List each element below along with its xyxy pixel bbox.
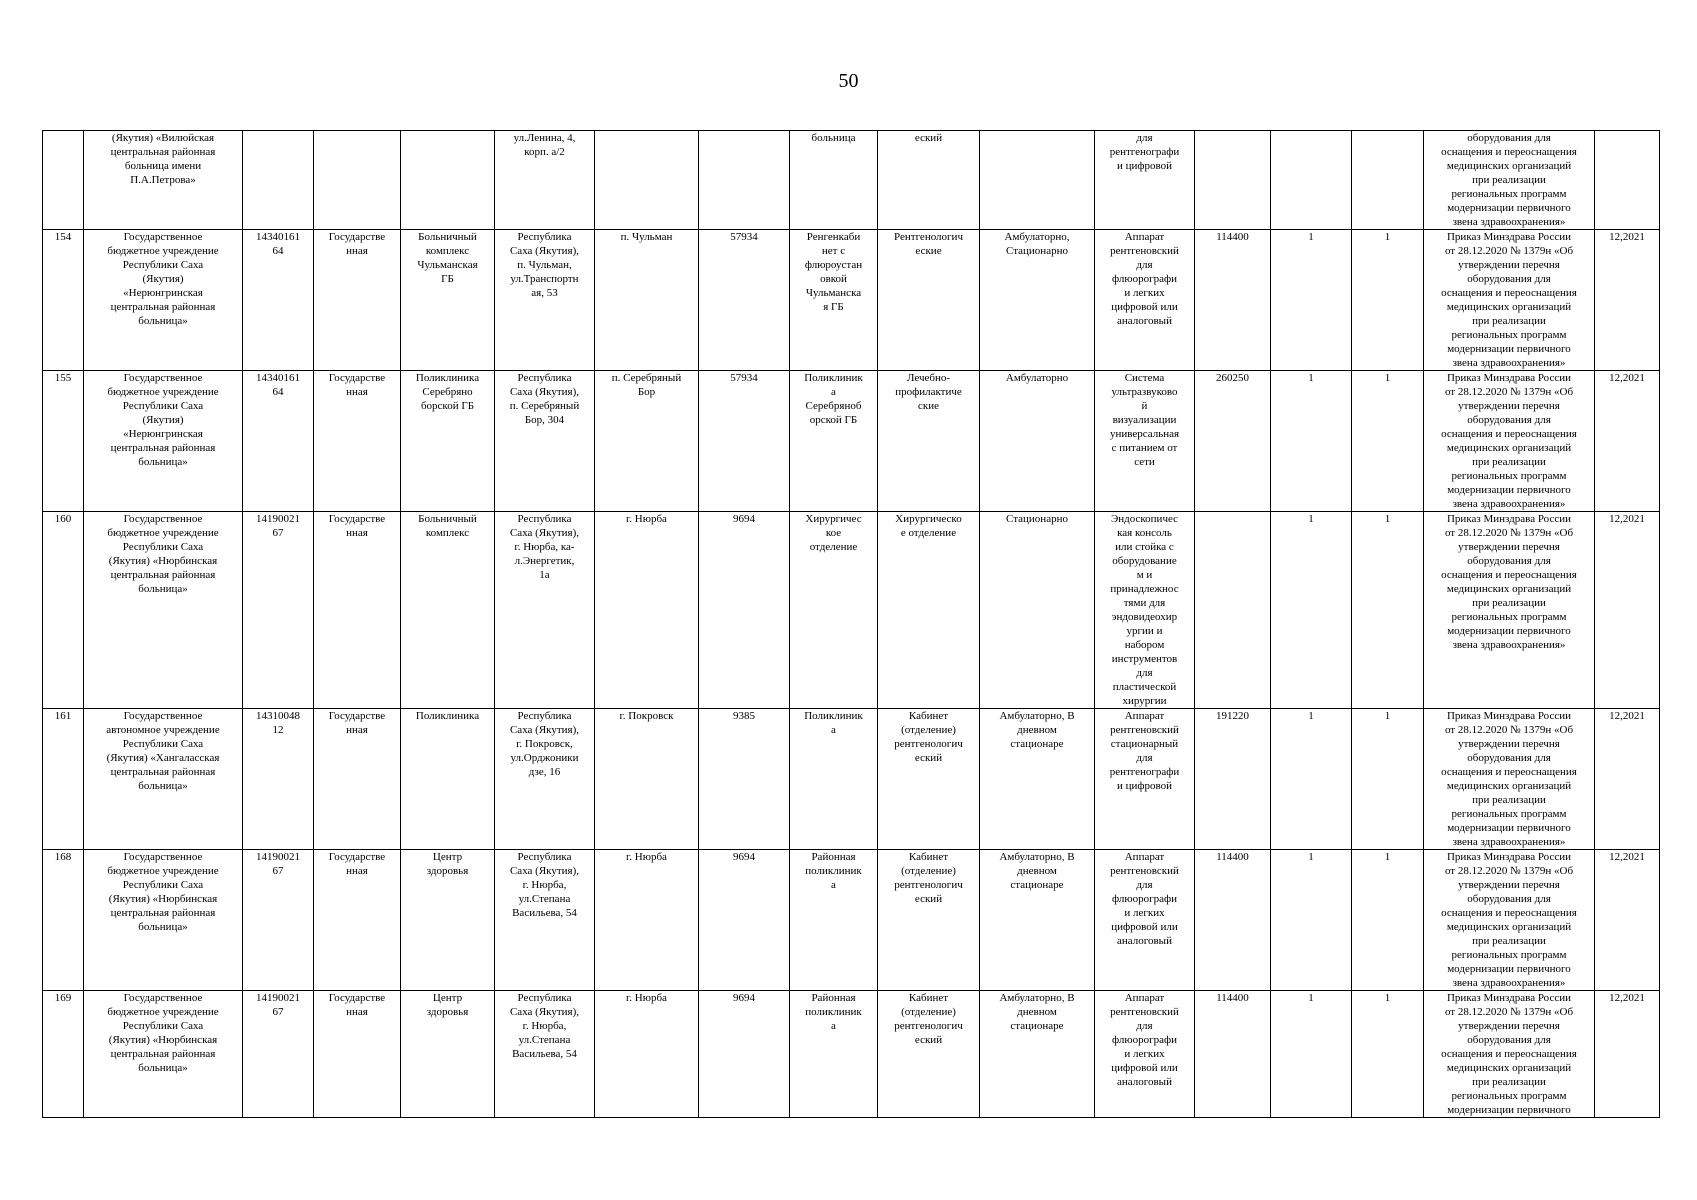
cell-equipment-text: Аппарат рентгеновский стационарный для рентгенографи и цифровой bbox=[1109, 710, 1180, 792]
cell-date bbox=[1595, 371, 1660, 512]
cell-price-text: 260250 bbox=[1216, 372, 1249, 384]
cell-num-text: 169 bbox=[54, 992, 72, 1004]
cell-equipment bbox=[1095, 230, 1195, 371]
cell-department bbox=[878, 512, 980, 709]
cell-equipment bbox=[1095, 850, 1195, 991]
cell-unit bbox=[790, 709, 878, 850]
cell-care bbox=[980, 709, 1095, 850]
cell-basis-text: Приказ Минздрава России от 28.12.2020 № 1379н «Об утверждении перечня оборудования для оснащения и переоснащения медицинских организаций при реализации региональных программ модернизации первичного bbox=[1441, 992, 1577, 1116]
cell-population bbox=[699, 850, 790, 991]
cell-price bbox=[1195, 512, 1271, 709]
cell-num bbox=[43, 131, 84, 230]
cell-ownership bbox=[314, 991, 401, 1118]
cell-population bbox=[699, 512, 790, 709]
cell-qty2 bbox=[1352, 131, 1424, 230]
cell-locality bbox=[595, 850, 699, 991]
cell-qty2 bbox=[1352, 991, 1424, 1118]
cell-num-text: 168 bbox=[54, 851, 72, 863]
cell-basis-text: Приказ Минздрава России от 28.12.2020 № 1379н «Об утверждении перечня оборудования для оснащения и переоснащения медицинских организаций при реализации региональных программ модернизации первичного звена здравоохранения» bbox=[1441, 710, 1577, 848]
cell-num bbox=[43, 371, 84, 512]
cell-inn bbox=[243, 131, 314, 230]
cell-inn-text: 14310048 12 bbox=[256, 710, 300, 736]
cell-unit-text: Поликлиник а bbox=[804, 710, 863, 736]
cell-address bbox=[495, 230, 595, 371]
cell-qty1 bbox=[1271, 131, 1352, 230]
cell-basis bbox=[1424, 131, 1595, 230]
cell-care-text: Амбулаторно, Стационарно bbox=[1004, 231, 1070, 257]
cell-inn bbox=[243, 371, 314, 512]
cell-price bbox=[1195, 991, 1271, 1118]
cell-org-text: Государственное бюджетное учреждение Республики Саха (Якутия) «Нерюнгринская центральная районная больница» bbox=[107, 372, 219, 468]
cell-date-text: 12,2021 bbox=[1609, 710, 1645, 722]
cell-unit-text: Ренгенкаби нет с флюроустан овкой Чульманска я ГБ bbox=[804, 231, 863, 313]
cell-locality-text: п. Серебряный Бор bbox=[611, 372, 682, 398]
cell-qty1-text: 1 bbox=[1308, 710, 1314, 722]
cell-org bbox=[84, 371, 243, 512]
cell-ownership-text: Государстве нная bbox=[328, 992, 386, 1018]
cell-num bbox=[43, 850, 84, 991]
cell-equipment-text: Система ультразвуково й визуализации универсальная с питанием от сети bbox=[1109, 372, 1180, 468]
cell-department-text: Кабинет (отделение) рентгенологич еский bbox=[894, 710, 963, 764]
cell-department bbox=[878, 709, 980, 850]
cell-address bbox=[495, 371, 595, 512]
cell-unit bbox=[790, 371, 878, 512]
cell-department bbox=[878, 850, 980, 991]
cell-department bbox=[878, 230, 980, 371]
cell-address-text: Республика Саха (Якутия), п. Чульман, ул.Транспортн ая, 53 bbox=[509, 231, 580, 299]
cell-care bbox=[980, 991, 1095, 1118]
cell-population bbox=[699, 709, 790, 850]
cell-ownership bbox=[314, 131, 401, 230]
cell-qty2 bbox=[1352, 512, 1424, 709]
cell-department bbox=[878, 131, 980, 230]
cell-facility-text: Поликлиника Серебряно борской ГБ bbox=[415, 372, 480, 412]
cell-locality-text: г. Нюрба bbox=[626, 851, 667, 863]
cell-equipment-text: Аппарат рентгеновский для флюорографи и легких цифровой или аналоговый bbox=[1110, 851, 1179, 947]
cell-locality bbox=[595, 371, 699, 512]
cell-num-text: 160 bbox=[54, 513, 72, 525]
cell-ownership-text: Государстве нная bbox=[328, 851, 386, 877]
cell-num bbox=[43, 512, 84, 709]
cell-population-text: 9694 bbox=[733, 851, 755, 863]
cell-ownership bbox=[314, 512, 401, 709]
cell-org bbox=[84, 230, 243, 371]
cell-equipment-text: Аппарат рентгеновский для флюорографи и легких цифровой или аналоговый bbox=[1110, 992, 1179, 1088]
cell-locality-text: г. Нюрба bbox=[626, 513, 667, 525]
cell-address bbox=[495, 709, 595, 850]
cell-facility-text: Больничный комплекс Чульманская ГБ bbox=[417, 231, 478, 285]
cell-num bbox=[43, 230, 84, 371]
cell-qty1 bbox=[1271, 991, 1352, 1118]
cell-ownership-text: Государстве нная bbox=[328, 513, 386, 539]
cell-equipment bbox=[1095, 991, 1195, 1118]
cell-facility bbox=[401, 850, 495, 991]
cell-qty2-text: 1 bbox=[1384, 851, 1391, 863]
cell-equipment-text: для рентгенографи и цифровой bbox=[1109, 132, 1180, 172]
table-row bbox=[43, 850, 1660, 991]
cell-inn-text: 14190021 67 bbox=[256, 992, 300, 1018]
cell-department-text: Хирургическо е отделение bbox=[895, 513, 962, 539]
cell-ownership-text: Государстве нная bbox=[328, 710, 386, 736]
cell-price bbox=[1195, 850, 1271, 991]
cell-date-text: 12,2021 bbox=[1609, 513, 1645, 525]
cell-price-text: 114400 bbox=[1216, 231, 1249, 243]
cell-qty1-text: 1 bbox=[1308, 513, 1314, 525]
cell-basis bbox=[1424, 371, 1595, 512]
cell-care bbox=[980, 230, 1095, 371]
equipment-table bbox=[42, 130, 1660, 1118]
cell-date bbox=[1595, 709, 1660, 850]
cell-basis bbox=[1424, 230, 1595, 371]
cell-qty1 bbox=[1271, 850, 1352, 991]
cell-locality bbox=[595, 512, 699, 709]
cell-care bbox=[980, 850, 1095, 991]
cell-facility bbox=[401, 230, 495, 371]
cell-org bbox=[84, 512, 243, 709]
cell-unit bbox=[790, 991, 878, 1118]
cell-facility-text: Больничный комплекс bbox=[418, 513, 477, 539]
cell-qty2 bbox=[1352, 709, 1424, 850]
cell-unit-text: Хирургичес кое отделение bbox=[805, 513, 862, 553]
cell-population-text: 57934 bbox=[730, 231, 758, 243]
cell-org-text: Государственное бюджетное учреждение Республики Саха (Якутия) «Нюрбинская центральная районная больница» bbox=[107, 513, 219, 595]
cell-care-text: Амбулаторно, В дневном стационаре bbox=[999, 992, 1075, 1032]
cell-price bbox=[1195, 709, 1271, 850]
cell-qty1 bbox=[1271, 371, 1352, 512]
cell-date bbox=[1595, 512, 1660, 709]
cell-locality bbox=[595, 709, 699, 850]
cell-qty2-text: 1 bbox=[1384, 231, 1391, 243]
cell-qty1 bbox=[1271, 230, 1352, 371]
cell-facility-text: Центр здоровья bbox=[426, 992, 469, 1018]
cell-unit bbox=[790, 230, 878, 371]
cell-address-text: Республика Саха (Якутия), г. Нюрба, ка- л.Энергетик, 1а bbox=[509, 513, 580, 581]
cell-basis-text: Приказ Минздрава России от 28.12.2020 № 1379н «Об утверждении перечня оборудования для оснащения и переоснащения медицинских организаций при реализации региональных программ модернизации первичного звена здравоохранения» bbox=[1441, 513, 1577, 651]
cell-inn-text: 14340161 64 bbox=[256, 372, 300, 398]
cell-qty2-text: 1 bbox=[1384, 710, 1391, 722]
cell-locality-text: г. Нюрба bbox=[626, 992, 667, 1004]
cell-date-text: 12,2021 bbox=[1609, 992, 1645, 1004]
cell-org bbox=[84, 850, 243, 991]
cell-locality bbox=[595, 230, 699, 371]
cell-qty1 bbox=[1271, 709, 1352, 850]
table-row bbox=[43, 230, 1660, 371]
cell-equipment-text: Эндоскопичес кая консоль или стойка с оборудование м и принадлежнос тями для эндовидеохир ургии и набором инструментов для пластической хирургии bbox=[1110, 513, 1179, 707]
cell-department-text: Кабинет (отделение) рентгенологич еский bbox=[894, 851, 963, 905]
cell-num-text: 155 bbox=[54, 372, 72, 384]
cell-unit bbox=[790, 131, 878, 230]
cell-date bbox=[1595, 850, 1660, 991]
cell-care bbox=[980, 512, 1095, 709]
cell-care-text: Амбулаторно, В дневном стационаре bbox=[999, 851, 1075, 891]
cell-equipment-text: Аппарат рентгеновский для флюорографи и легких цифровой или аналоговый bbox=[1110, 231, 1179, 327]
cell-equipment bbox=[1095, 131, 1195, 230]
cell-population bbox=[699, 991, 790, 1118]
cell-ownership-text: Государстве нная bbox=[328, 372, 386, 398]
cell-locality-text: г. Покровск bbox=[619, 710, 674, 722]
cell-locality bbox=[595, 991, 699, 1118]
cell-ownership bbox=[314, 850, 401, 991]
cell-num bbox=[43, 709, 84, 850]
cell-qty2 bbox=[1352, 230, 1424, 371]
cell-org bbox=[84, 991, 243, 1118]
cell-locality-text: п. Чульман bbox=[620, 231, 673, 243]
cell-qty1 bbox=[1271, 512, 1352, 709]
cell-address bbox=[495, 991, 595, 1118]
table-row bbox=[43, 371, 1660, 512]
cell-unit-text: больница bbox=[811, 132, 856, 144]
cell-basis bbox=[1424, 709, 1595, 850]
cell-price-text: 114400 bbox=[1216, 992, 1249, 1004]
cell-care bbox=[980, 131, 1095, 230]
cell-price bbox=[1195, 371, 1271, 512]
cell-ownership bbox=[314, 709, 401, 850]
table-row bbox=[43, 512, 1660, 709]
cell-qty1-text: 1 bbox=[1308, 992, 1314, 1004]
cell-date bbox=[1595, 991, 1660, 1118]
cell-ownership bbox=[314, 371, 401, 512]
cell-department-text: Лечебно- профилактиче ские bbox=[895, 372, 962, 412]
cell-inn bbox=[243, 850, 314, 991]
cell-date-text: 12,2021 bbox=[1609, 372, 1645, 384]
cell-facility bbox=[401, 709, 495, 850]
cell-org-text: Государственное автономное учреждение Республики Саха (Якутия) «Хангаласская центральная районная больница» bbox=[106, 710, 220, 792]
cell-date-text: 12,2021 bbox=[1609, 851, 1645, 863]
cell-address bbox=[495, 512, 595, 709]
cell-department-text: Рентгенологич еские bbox=[894, 231, 963, 257]
cell-facility-text: Центр здоровья bbox=[426, 851, 469, 877]
cell-qty1-text: 1 bbox=[1308, 231, 1314, 243]
cell-address-text: Республика Саха (Якутия), п. Серебряный Бор, 304 bbox=[509, 372, 580, 426]
cell-facility bbox=[401, 512, 495, 709]
cell-org-text: Государственное бюджетное учреждение Республики Саха (Якутия) «Нюрбинская центральная районная больница» bbox=[107, 851, 219, 933]
cell-basis bbox=[1424, 850, 1595, 991]
cell-date-text: 12,2021 bbox=[1609, 231, 1645, 243]
cell-equipment bbox=[1095, 512, 1195, 709]
cell-facility bbox=[401, 991, 495, 1118]
cell-population-text: 9385 bbox=[733, 710, 755, 722]
table-row bbox=[43, 131, 1660, 230]
cell-ownership bbox=[314, 230, 401, 371]
cell-care-text: Стационарно bbox=[1006, 513, 1068, 525]
cell-basis bbox=[1424, 991, 1595, 1118]
cell-facility-text: Поликлиника bbox=[415, 710, 480, 722]
cell-qty2 bbox=[1352, 371, 1424, 512]
cell-qty2 bbox=[1352, 850, 1424, 991]
cell-unit-text: Районная поликлиник а bbox=[805, 851, 862, 891]
cell-care bbox=[980, 371, 1095, 512]
page-number: 50 bbox=[838, 70, 859, 92]
cell-department bbox=[878, 991, 980, 1118]
table-row bbox=[43, 709, 1660, 850]
cell-basis-text: Приказ Минздрава России от 28.12.2020 № 1379н «Об утверждении перечня оборудования для оснащения и переоснащения медицинских организаций при реализации региональных программ модернизации первичного звена здравоохранения» bbox=[1441, 851, 1577, 989]
cell-address bbox=[495, 850, 595, 991]
table-row bbox=[43, 991, 1660, 1118]
cell-qty2-text: 1 bbox=[1384, 992, 1391, 1004]
cell-qty1-text: 1 bbox=[1308, 851, 1314, 863]
cell-qty2-text: 1 bbox=[1384, 513, 1391, 525]
cell-org bbox=[84, 131, 243, 230]
cell-population-text: 9694 bbox=[733, 513, 755, 525]
cell-inn-text: 14190021 67 bbox=[256, 513, 300, 539]
cell-population bbox=[699, 371, 790, 512]
cell-inn bbox=[243, 709, 314, 850]
cell-department-text: еский bbox=[914, 132, 943, 144]
cell-qty1-text: 1 bbox=[1308, 372, 1314, 384]
cell-basis-text: Приказ Минздрава России от 28.12.2020 № 1379н «Об утверждении перечня оборудования для оснащения и переоснащения медицинских организаций при реализации региональных программ модернизации первичного звена здравоохранения» bbox=[1441, 231, 1577, 369]
cell-num bbox=[43, 991, 84, 1118]
cell-inn-text: 14340161 64 bbox=[256, 231, 300, 257]
cell-address-text: Республика Саха (Якутия), г. Нюрба, ул.Степана Васильева, 54 bbox=[509, 851, 580, 919]
cell-date bbox=[1595, 131, 1660, 230]
cell-org-text: Государственное бюджетное учреждение Республики Саха (Якутия) «Нерюнгринская центральная районная больница» bbox=[107, 231, 219, 327]
cell-address-text: ул.Ленина, 4, корп. а/2 bbox=[513, 132, 576, 158]
cell-inn bbox=[243, 512, 314, 709]
cell-unit-text: Районная поликлиник а bbox=[805, 992, 862, 1032]
cell-locality bbox=[595, 131, 699, 230]
cell-price bbox=[1195, 230, 1271, 371]
cell-basis-text: Приказ Минздрава России от 28.12.2020 № 1379н «Об утверждении перечня оборудования для оснащения и переоснащения медицинских организаций при реализации региональных программ модернизации первичного звена здравоохранения» bbox=[1441, 372, 1577, 510]
cell-unit bbox=[790, 512, 878, 709]
cell-population bbox=[699, 131, 790, 230]
cell-department bbox=[878, 371, 980, 512]
cell-ownership-text: Государстве нная bbox=[328, 231, 386, 257]
cell-facility bbox=[401, 131, 495, 230]
cell-qty2-text: 1 bbox=[1384, 372, 1391, 384]
cell-address-text: Республика Саха (Якутия), г. Нюрба, ул.Степана Васильева, 54 bbox=[509, 992, 580, 1060]
cell-unit-text: Поликлиник а Серебряноб орской ГБ bbox=[804, 372, 863, 426]
cell-facility bbox=[401, 371, 495, 512]
cell-date bbox=[1595, 230, 1660, 371]
cell-num-text: 161 bbox=[54, 710, 72, 722]
cell-population bbox=[699, 230, 790, 371]
cell-care-text: Амбулаторно, В дневном стационаре bbox=[999, 710, 1075, 750]
cell-address-text: Республика Саха (Якутия), г. Покровск, ул.Орджоники дзе, 16 bbox=[509, 710, 580, 778]
cell-price-text: 191220 bbox=[1216, 710, 1249, 722]
cell-price bbox=[1195, 131, 1271, 230]
cell-basis bbox=[1424, 512, 1595, 709]
cell-equipment bbox=[1095, 709, 1195, 850]
cell-org-text: Государственное бюджетное учреждение Республики Саха (Якутия) «Нюрбинская центральная районная больница» bbox=[107, 992, 219, 1074]
cell-address bbox=[495, 131, 595, 230]
cell-care-text: Амбулаторно bbox=[1005, 372, 1069, 384]
cell-unit bbox=[790, 850, 878, 991]
cell-org-text: (Якутия) «Вилюйская центральная районная больница имени П.А.Петрова» bbox=[110, 132, 216, 186]
cell-population-text: 57934 bbox=[730, 372, 758, 384]
cell-population-text: 9694 bbox=[733, 992, 755, 1004]
cell-basis-text: оборудования для оснащения и переоснащения медицинских организаций при реализации региональных программ модернизации первичного звена здравоохранения» bbox=[1441, 132, 1577, 228]
cell-inn-text: 14190021 67 bbox=[256, 851, 300, 877]
cell-equipment bbox=[1095, 371, 1195, 512]
cell-num-text: 154 bbox=[54, 231, 72, 243]
cell-inn bbox=[243, 991, 314, 1118]
cell-inn bbox=[243, 230, 314, 371]
cell-org bbox=[84, 709, 243, 850]
cell-department-text: Кабинет (отделение) рентгенологич еский bbox=[894, 992, 963, 1046]
cell-price-text: 114400 bbox=[1216, 851, 1249, 863]
